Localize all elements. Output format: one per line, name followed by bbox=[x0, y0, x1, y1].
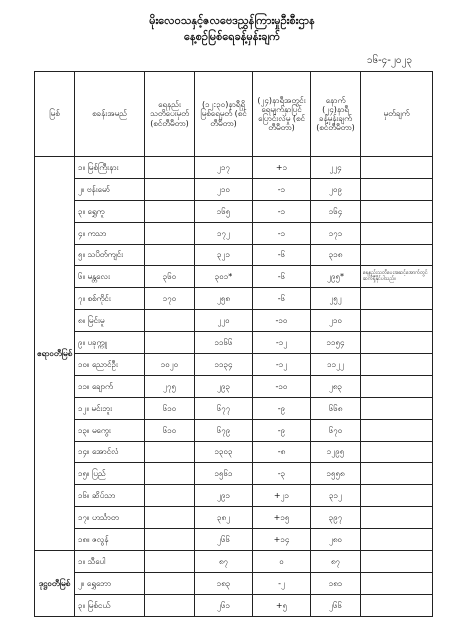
water-level-cell: ၁၅၆၁ bbox=[195, 463, 253, 485]
table-row bbox=[35, 463, 433, 485]
header-level: (၁၂:၃၀)နာရီရှိ မြစ်ရေမှတ် (စင်တီမီတာ) bbox=[195, 72, 253, 157]
water-level-cell: ၁၁၃၄ bbox=[195, 354, 253, 376]
change-cell: -၁၂ bbox=[253, 354, 311, 376]
station-cell: ၁၂။ မင်းဘူး bbox=[75, 397, 145, 419]
forecast-cell: ၁၂၉၅ bbox=[311, 441, 361, 463]
table-row bbox=[35, 200, 433, 222]
station-cell: ၁၈။ ဇလွန် bbox=[75, 529, 145, 551]
station-cell: ၂။ ဗန်းမော် bbox=[75, 178, 145, 200]
table-row bbox=[35, 178, 433, 200]
danger-level-cell bbox=[145, 529, 195, 551]
forecast-cell: ၃၁၈ bbox=[311, 244, 361, 266]
water-level-cell: ၆၇၉ bbox=[195, 419, 253, 441]
danger-level-cell: ၆၁၀ bbox=[145, 397, 195, 419]
water-level-cell: ၁၃၀၃ bbox=[195, 441, 253, 463]
remark-cell bbox=[361, 551, 433, 573]
remark-cell bbox=[361, 375, 433, 397]
forecast-cell: ၃၁၂ bbox=[311, 485, 361, 507]
water-level-cell: ၂၂၀ bbox=[195, 310, 253, 332]
water-level-cell: ၂၉၁ bbox=[195, 485, 253, 507]
table-row bbox=[35, 529, 433, 551]
change-cell: -၉ bbox=[253, 419, 311, 441]
danger-level-cell bbox=[145, 332, 195, 354]
change-cell: -၆ bbox=[253, 266, 311, 288]
danger-level-cell bbox=[145, 594, 195, 616]
remark-cell bbox=[361, 572, 433, 594]
water-level-cell: ၂၁၇ bbox=[195, 157, 253, 179]
remark-cell bbox=[361, 332, 433, 354]
forecast-cell: ၆၇၀ bbox=[311, 419, 361, 441]
table-row bbox=[35, 397, 433, 419]
report-date: ၁၆-၄-၂၀၂၃ bbox=[366, 55, 412, 66]
station-cell: ၁၀။ ညောင်ဦး bbox=[75, 354, 145, 376]
station-cell: ၃။ ရွှေကူ bbox=[75, 200, 145, 222]
remark-cell bbox=[361, 178, 433, 200]
danger-level-cell bbox=[145, 157, 195, 179]
remark-cell bbox=[361, 441, 433, 463]
station-cell: ၁၇။ ဟင်္သာတ bbox=[75, 507, 145, 529]
remark-cell: ရေနည်းသတိပေးအဆင့်အောက်တွင် ဆက်ရှိနိုင်ပါသည်။ bbox=[361, 266, 433, 288]
station-cell: ၆။ မန္တလေး bbox=[75, 266, 145, 288]
change-cell: -၁၀ bbox=[253, 310, 311, 332]
remark-cell bbox=[361, 397, 433, 419]
change-cell: -၁ bbox=[253, 222, 311, 244]
station-cell: ၁၅။ ပြည် bbox=[75, 463, 145, 485]
forecast-cell: ၂၂၄ bbox=[311, 157, 361, 179]
danger-level-cell bbox=[145, 244, 195, 266]
danger-level-cell: ၂၇၅ bbox=[145, 375, 195, 397]
table-row bbox=[35, 266, 433, 288]
danger-level-cell bbox=[145, 551, 195, 573]
remark-cell bbox=[361, 594, 433, 616]
table-row bbox=[35, 594, 433, 616]
table-row bbox=[35, 572, 433, 594]
station-cell: ၂။ ရွှေဘော bbox=[75, 572, 145, 594]
forecast-cell: ၁၈၁ bbox=[311, 572, 361, 594]
change-cell: -၆ bbox=[253, 244, 311, 266]
header-change: (၂၄)နာရီအတွင်း ရေမျက်နှာပြင် ပြောင်းလဲမှု (စင်တီမီတာ) bbox=[253, 72, 311, 157]
forecast-cell: ၂၆၆ bbox=[311, 594, 361, 616]
change-cell: +၁၅ bbox=[253, 507, 311, 529]
water-level-cell: ၁၁၆၆ bbox=[195, 332, 253, 354]
forecast-cell: ၁၇၁ bbox=[311, 222, 361, 244]
forecast-cell: ၂၉၅* bbox=[311, 266, 361, 288]
danger-level-cell bbox=[145, 222, 195, 244]
remark-cell bbox=[361, 157, 433, 179]
river-name: ဒုဋ္ဌဝတီမြစ် bbox=[35, 551, 75, 617]
remark-cell bbox=[361, 354, 433, 376]
table-row bbox=[35, 244, 433, 266]
change-cell: +၁ bbox=[253, 157, 311, 179]
change-cell: +၁၄ bbox=[253, 529, 311, 551]
table-body bbox=[35, 157, 433, 617]
forecast-cell: ၁၅၅၈ bbox=[311, 463, 361, 485]
water-level-cell: ၆၇၇ bbox=[195, 397, 253, 419]
forecast-cell: ၆၆၈ bbox=[311, 397, 361, 419]
table-row bbox=[35, 551, 433, 573]
header-forecast: နောက် (၂၄)နာရီ ခန့်မှန်းချက် (စင်တီမီတာ) bbox=[311, 72, 361, 157]
forecast-cell: ၈၇ bbox=[311, 551, 361, 573]
station-cell: ၁၆။ ဆိပ်သာ bbox=[75, 485, 145, 507]
forecast-cell: ၂၁၀ bbox=[311, 310, 361, 332]
danger-level-cell bbox=[145, 572, 195, 594]
water-level-cell: ၁၇၂ bbox=[195, 222, 253, 244]
forecast-cell: ၂၈၃ bbox=[311, 375, 361, 397]
danger-level-cell: ၃၆၀ bbox=[145, 266, 195, 288]
table-row bbox=[35, 222, 433, 244]
station-cell: ၁၃။ မကွေး bbox=[75, 419, 145, 441]
danger-level-cell bbox=[145, 485, 195, 507]
table-row bbox=[35, 441, 433, 463]
river-level-table bbox=[34, 71, 433, 617]
change-cell: -၈ bbox=[253, 441, 311, 463]
water-level-cell: ၂၉၃ bbox=[195, 375, 253, 397]
change-cell: -၆ bbox=[253, 288, 311, 310]
change-cell: -၂ bbox=[253, 572, 311, 594]
danger-level-cell bbox=[145, 178, 195, 200]
water-level-cell: ၈၇ bbox=[195, 551, 253, 573]
forecast-cell: ၁၁၅၄ bbox=[311, 332, 361, 354]
station-cell: ၁။ မြစ်ကြီးနား bbox=[75, 157, 145, 179]
danger-level-cell bbox=[145, 463, 195, 485]
remark-cell bbox=[361, 485, 433, 507]
danger-level-cell bbox=[145, 310, 195, 332]
water-level-cell: ၂၁၀ bbox=[195, 178, 253, 200]
title-line-2: နေ့စဉ်မြစ်ရေခန့်မှန်းချက် bbox=[184, 30, 280, 43]
change-cell: -၉ bbox=[253, 397, 311, 419]
station-cell: ၃။ မြစ်ငယ် bbox=[75, 594, 145, 616]
remark-cell bbox=[361, 288, 433, 310]
station-cell: ၅။ သပိတ်ကျင်း bbox=[75, 244, 145, 266]
remark-cell bbox=[361, 244, 433, 266]
table-row bbox=[35, 507, 433, 529]
water-level-cell: ၂၆၁ bbox=[195, 594, 253, 616]
remark-cell bbox=[361, 529, 433, 551]
title-line-1: မိုးလေဝသနှင့်ဇလဗေဒညွှန်ကြားမှုဦးစီးဌာန bbox=[149, 14, 315, 27]
station-cell: ၇။ စစ်ကိုင်း bbox=[75, 288, 145, 310]
change-cell: -၁၂ bbox=[253, 332, 311, 354]
header-river: မြစ် bbox=[35, 72, 75, 157]
forecast-cell: ၁၆၄ bbox=[311, 200, 361, 222]
station-cell: ၈။ မြင်းမူ bbox=[75, 310, 145, 332]
danger-level-cell bbox=[145, 507, 195, 529]
station-cell: ၁၁။ ချောက် bbox=[75, 375, 145, 397]
change-cell: -၁ bbox=[253, 200, 311, 222]
danger-level-cell: ၆၁၀ bbox=[145, 419, 195, 441]
change-cell: ၀ bbox=[253, 551, 311, 573]
change-cell: -၁ bbox=[253, 178, 311, 200]
danger-level-cell bbox=[145, 200, 195, 222]
water-level-cell: ၃၀၁* bbox=[195, 266, 253, 288]
table-row bbox=[35, 310, 433, 332]
forecast-cell: ၂၀၉ bbox=[311, 178, 361, 200]
remark-cell bbox=[361, 310, 433, 332]
change-cell: +၂၁ bbox=[253, 485, 311, 507]
water-level-cell: ၂၆၆ bbox=[195, 529, 253, 551]
danger-level-cell: ၁၇၀ bbox=[145, 288, 195, 310]
table-row bbox=[35, 419, 433, 441]
danger-level-cell: ၁၀၂၀ bbox=[145, 354, 195, 376]
river-name: ဧရာဝတီမြစ် bbox=[35, 157, 75, 551]
forecast-cell: ၂၈၀ bbox=[311, 529, 361, 551]
water-level-cell: ၂၅၈ bbox=[195, 288, 253, 310]
remark-cell bbox=[361, 200, 433, 222]
change-cell: -၃ bbox=[253, 463, 311, 485]
water-level-cell: ၁၈၃ bbox=[195, 572, 253, 594]
table-row bbox=[35, 375, 433, 397]
table-row bbox=[35, 332, 433, 354]
table-row bbox=[35, 354, 433, 376]
remark-cell bbox=[361, 222, 433, 244]
header-danger: ရေနည်း သတိပေးမှတ် (စင်တီမီတာ) bbox=[145, 72, 195, 157]
header-row bbox=[35, 72, 433, 157]
remark-cell bbox=[361, 463, 433, 485]
remark-cell bbox=[361, 419, 433, 441]
forecast-cell: ၁၁၂၂ bbox=[311, 354, 361, 376]
danger-level-cell bbox=[145, 441, 195, 463]
header-remark: မှတ်ချက် bbox=[361, 72, 433, 157]
table-row bbox=[35, 157, 433, 179]
water-level-cell: ၃၈၂ bbox=[195, 507, 253, 529]
change-cell: -၁၀ bbox=[253, 375, 311, 397]
water-level-cell: ၁၆၅ bbox=[195, 200, 253, 222]
table-row bbox=[35, 288, 433, 310]
change-cell: +၅ bbox=[253, 594, 311, 616]
forecast-cell: ၂၅၂ bbox=[311, 288, 361, 310]
station-cell: ၁၄။ အောင်လံ bbox=[75, 441, 145, 463]
table-row bbox=[35, 485, 433, 507]
header-station: စခန်းအမည် bbox=[75, 72, 145, 157]
forecast-cell: ၃၉၇ bbox=[311, 507, 361, 529]
station-cell: ၉။ ပခုက္ကူ bbox=[75, 332, 145, 354]
station-cell: ၁။ သီပေါ bbox=[75, 551, 145, 573]
remark-cell bbox=[361, 507, 433, 529]
station-cell: ၄။ ကသာ bbox=[75, 222, 145, 244]
water-level-cell: ၃၂၁ bbox=[195, 244, 253, 266]
